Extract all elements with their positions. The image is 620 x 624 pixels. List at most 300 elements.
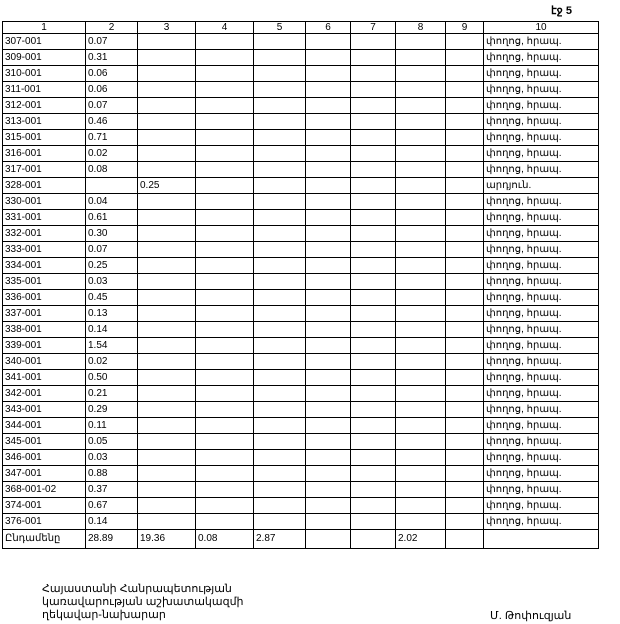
table-cell-c4 xyxy=(196,274,254,290)
table-cell-c4 xyxy=(196,66,254,82)
table-cell-c1: 331-001 xyxy=(3,210,86,226)
table-cell-c4 xyxy=(196,130,254,146)
table-cell-c8 xyxy=(396,354,446,370)
table-row xyxy=(3,514,599,530)
table-cell-c8 xyxy=(396,258,446,274)
table-row xyxy=(3,178,599,194)
table-cell-c8 xyxy=(396,290,446,306)
table-cell-c3 xyxy=(138,322,196,338)
table-cell-c5 xyxy=(254,418,306,434)
table-cell-c7 xyxy=(351,322,396,338)
table-cell-c1: 328-001 xyxy=(3,178,86,194)
total-cell-c8: 2.02 xyxy=(396,530,446,549)
table-cell-c3 xyxy=(138,402,196,418)
table-row xyxy=(3,354,599,370)
table-cell-c9 xyxy=(446,290,484,306)
table-row xyxy=(3,242,599,258)
table-cell-c9 xyxy=(446,178,484,194)
table-cell-c4 xyxy=(196,82,254,98)
table-cell-c10: փողոց, հրապ. xyxy=(484,66,599,82)
total-cell-c2: 28.89 xyxy=(86,530,138,549)
table-cell-c8 xyxy=(396,418,446,434)
table-cell-c6 xyxy=(306,66,351,82)
table-cell-c7 xyxy=(351,34,396,50)
table-cell-c5 xyxy=(254,370,306,386)
table-cell-c6 xyxy=(306,242,351,258)
table-cell-c9 xyxy=(446,482,484,498)
table-cell-c3 xyxy=(138,306,196,322)
table-cell-c2: 0.25 xyxy=(86,258,138,274)
table-cell-c1: 339-001 xyxy=(3,338,86,354)
table-cell-c4 xyxy=(196,386,254,402)
table-cell-c3 xyxy=(138,482,196,498)
table-cell-c3 xyxy=(138,210,196,226)
table-cell-c5 xyxy=(254,178,306,194)
table-cell-c3 xyxy=(138,162,196,178)
table-cell-c7 xyxy=(351,162,396,178)
table-cell-c7 xyxy=(351,354,396,370)
table-cell-c4 xyxy=(196,498,254,514)
column-header: 4 xyxy=(196,22,254,34)
table-cell-c10: փողոց, հրապ. xyxy=(484,162,599,178)
table-cell-c6 xyxy=(306,210,351,226)
table-cell-c7 xyxy=(351,82,396,98)
table-cell-c6 xyxy=(306,290,351,306)
table-cell-c1: 347-001 xyxy=(3,466,86,482)
table-cell-c5 xyxy=(254,338,306,354)
column-header: 7 xyxy=(351,22,396,34)
table-cell-c6 xyxy=(306,50,351,66)
table-cell-c8 xyxy=(396,434,446,450)
table-cell-c8 xyxy=(396,386,446,402)
table-cell-c5 xyxy=(254,226,306,242)
total-cell-c3: 19.36 xyxy=(138,530,196,549)
table-cell-c10: փողոց, հրապ. xyxy=(484,34,599,50)
table-cell-c6 xyxy=(306,514,351,530)
table-cell-c3 xyxy=(138,50,196,66)
org-line-2: կառավարության աշխատակազմի xyxy=(42,596,244,608)
total-cell-c7 xyxy=(351,530,396,549)
column-header-row xyxy=(3,22,599,34)
table-cell-c1: 337-001 xyxy=(3,306,86,322)
table-cell-c10: փողոց, հրապ. xyxy=(484,402,599,418)
table-cell-c3 xyxy=(138,370,196,386)
table-cell-c4 xyxy=(196,322,254,338)
table-cell-c8 xyxy=(396,114,446,130)
table-row xyxy=(3,386,599,402)
total-cell-c6 xyxy=(306,530,351,549)
table-cell-c3 xyxy=(138,82,196,98)
table-row xyxy=(3,146,599,162)
table-cell-c3 xyxy=(138,130,196,146)
total-cell-c5: 2.87 xyxy=(254,530,306,549)
table-cell-c9 xyxy=(446,242,484,258)
table-cell-c1: 344-001 xyxy=(3,418,86,434)
table-cell-c2: 0.37 xyxy=(86,482,138,498)
table-cell-c10: փողոց, հրապ. xyxy=(484,210,599,226)
table-cell-c9 xyxy=(446,162,484,178)
column-header: 3 xyxy=(138,22,196,34)
total-row xyxy=(3,530,599,549)
table-cell-c4 xyxy=(196,402,254,418)
column-header: 1 xyxy=(3,22,86,34)
table-row xyxy=(3,370,599,386)
table-cell-c9 xyxy=(446,370,484,386)
table-cell-c6 xyxy=(306,466,351,482)
table-row xyxy=(3,306,599,322)
column-header: 10 xyxy=(484,22,599,34)
table-cell-c6 xyxy=(306,258,351,274)
table-cell-c7 xyxy=(351,338,396,354)
table-cell-c8 xyxy=(396,274,446,290)
table-cell-c4 xyxy=(196,242,254,258)
table-row xyxy=(3,98,599,114)
table-cell-c4 xyxy=(196,178,254,194)
table-cell-c9 xyxy=(446,322,484,338)
table-cell-c1: 316-001 xyxy=(3,146,86,162)
table-cell-c4 xyxy=(196,290,254,306)
table-cell-c10: փողոց, հրապ. xyxy=(484,114,599,130)
table-cell-c1: 374-001 xyxy=(3,498,86,514)
table-cell-c5 xyxy=(254,514,306,530)
table-cell-c3 xyxy=(138,98,196,114)
table-cell-c5 xyxy=(254,402,306,418)
table-cell-c5 xyxy=(254,146,306,162)
table-cell-c2: 0.11 xyxy=(86,418,138,434)
table-cell-c6 xyxy=(306,338,351,354)
table-cell-c9 xyxy=(446,402,484,418)
table-cell-c5 xyxy=(254,386,306,402)
table-cell-c5 xyxy=(254,354,306,370)
table-row xyxy=(3,418,599,434)
table-cell-c8 xyxy=(396,242,446,258)
table-cell-c6 xyxy=(306,82,351,98)
table-row xyxy=(3,34,599,50)
table-row xyxy=(3,482,599,498)
table-cell-c2: 0.71 xyxy=(86,130,138,146)
table-cell-c2: 0.03 xyxy=(86,274,138,290)
table-cell-c9 xyxy=(446,466,484,482)
table-cell-c8 xyxy=(396,66,446,82)
table-cell-c2: 0.30 xyxy=(86,226,138,242)
table-cell-c6 xyxy=(306,402,351,418)
table-cell-c7 xyxy=(351,98,396,114)
table-row xyxy=(3,82,599,98)
table-cell-c8 xyxy=(396,514,446,530)
table-cell-c9 xyxy=(446,226,484,242)
table-cell-c2: 0.06 xyxy=(86,66,138,82)
table-cell-c3 xyxy=(138,354,196,370)
table-cell-c6 xyxy=(306,386,351,402)
table-cell-c1: 345-001 xyxy=(3,434,86,450)
table-row xyxy=(3,210,599,226)
table-cell-c9 xyxy=(446,98,484,114)
column-header: 8 xyxy=(396,22,446,34)
table-cell-c3 xyxy=(138,242,196,258)
table-cell-c1: 341-001 xyxy=(3,370,86,386)
table-cell-c8 xyxy=(396,226,446,242)
table-cell-c2: 0.13 xyxy=(86,306,138,322)
table-cell-c2: 0.04 xyxy=(86,194,138,210)
total-cell-c9 xyxy=(446,530,484,549)
table-cell-c5 xyxy=(254,258,306,274)
table-cell-c1: 313-001 xyxy=(3,114,86,130)
table-cell-c7 xyxy=(351,466,396,482)
table-cell-c2: 0.31 xyxy=(86,50,138,66)
table-row xyxy=(3,338,599,354)
table-cell-c1: 309-001 xyxy=(3,50,86,66)
table-cell-c7 xyxy=(351,242,396,258)
table-cell-c5 xyxy=(254,274,306,290)
table-cell-c6 xyxy=(306,322,351,338)
table-row xyxy=(3,434,599,450)
table-cell-c3 xyxy=(138,338,196,354)
table-cell-c4 xyxy=(196,258,254,274)
table-cell-c4 xyxy=(196,450,254,466)
table-cell-c2: 1.54 xyxy=(86,338,138,354)
table-cell-c1: 376-001 xyxy=(3,514,86,530)
table-cell-c4 xyxy=(196,434,254,450)
table-cell-c6 xyxy=(306,146,351,162)
table-cell-c8 xyxy=(396,466,446,482)
table-cell-c1: 307-001 xyxy=(3,34,86,50)
table-cell-c3 xyxy=(138,226,196,242)
table-cell-c4 xyxy=(196,210,254,226)
table-cell-c5 xyxy=(254,450,306,466)
table-row xyxy=(3,498,599,514)
total-cell-c4: 0.08 xyxy=(196,530,254,549)
column-header: 9 xyxy=(446,22,484,34)
table-cell-c5 xyxy=(254,130,306,146)
table-cell-c2: 0.50 xyxy=(86,370,138,386)
table-cell-c5 xyxy=(254,114,306,130)
table-cell-c10: փողոց, հրապ. xyxy=(484,258,599,274)
table-cell-c4 xyxy=(196,418,254,434)
table-cell-c9 xyxy=(446,386,484,402)
table-cell-c3 xyxy=(138,290,196,306)
table-cell-c1: 340-001 xyxy=(3,354,86,370)
table-cell-c7 xyxy=(351,370,396,386)
table-cell-c1: 343-001 xyxy=(3,402,86,418)
table-cell-c7 xyxy=(351,210,396,226)
table-row xyxy=(3,322,599,338)
table-cell-c1: 346-001 xyxy=(3,450,86,466)
table-cell-c5 xyxy=(254,482,306,498)
table-cell-c2: 0.07 xyxy=(86,34,138,50)
table-cell-c9 xyxy=(446,82,484,98)
column-header: 6 xyxy=(306,22,351,34)
table-cell-c10: արդյուն. xyxy=(484,178,599,194)
table-cell-c7 xyxy=(351,498,396,514)
table-cell-c9 xyxy=(446,514,484,530)
table-cell-c5 xyxy=(254,466,306,482)
table-cell-c2: 0.07 xyxy=(86,242,138,258)
table-cell-c6 xyxy=(306,418,351,434)
table-cell-c3 xyxy=(138,450,196,466)
table-cell-c5 xyxy=(254,210,306,226)
table-cell-c5 xyxy=(254,290,306,306)
table-cell-c1: 310-001 xyxy=(3,66,86,82)
table-cell-c10: փողոց, հրապ. xyxy=(484,354,599,370)
table-cell-c5 xyxy=(254,162,306,178)
table-cell-c9 xyxy=(446,66,484,82)
table-cell-c4 xyxy=(196,50,254,66)
table-cell-c8 xyxy=(396,50,446,66)
table-cell-c2: 0.14 xyxy=(86,514,138,530)
table-cell-c8 xyxy=(396,482,446,498)
table-cell-c10: փողոց, հրապ. xyxy=(484,514,599,530)
column-header: 2 xyxy=(86,22,138,34)
signature-block xyxy=(42,583,244,622)
table-cell-c3 xyxy=(138,466,196,482)
table-cell-c10: փողոց, հրապ. xyxy=(484,194,599,210)
table-cell-c4 xyxy=(196,354,254,370)
table-cell-c2: 0.02 xyxy=(86,146,138,162)
table-cell-c4 xyxy=(196,98,254,114)
table-cell-c1: 312-001 xyxy=(3,98,86,114)
table-row xyxy=(3,402,599,418)
table-cell-c10: փողոց, հրապ. xyxy=(484,98,599,114)
table-cell-c9 xyxy=(446,50,484,66)
table-cell-c8 xyxy=(396,178,446,194)
table-cell-c3 xyxy=(138,146,196,162)
table-cell-c10: փողոց, հրապ. xyxy=(484,338,599,354)
table-cell-c10: փողոց, հրապ. xyxy=(484,386,599,402)
table-cell-c7 xyxy=(351,194,396,210)
table-cell-c7 xyxy=(351,482,396,498)
table-row xyxy=(3,226,599,242)
table-cell-c4 xyxy=(196,306,254,322)
table-cell-c6 xyxy=(306,98,351,114)
table-cell-c1: 330-001 xyxy=(3,194,86,210)
table-cell-c8 xyxy=(396,34,446,50)
table-cell-c1: 334-001 xyxy=(3,258,86,274)
table-cell-c7 xyxy=(351,114,396,130)
table-cell-c10: փողոց, հրապ. xyxy=(484,322,599,338)
table-cell-c2: 0.07 xyxy=(86,98,138,114)
table-cell-c8 xyxy=(396,322,446,338)
table-cell-c1: 317-001 xyxy=(3,162,86,178)
table-cell-c6 xyxy=(306,226,351,242)
table-cell-c7 xyxy=(351,450,396,466)
table-cell-c4 xyxy=(196,338,254,354)
table-cell-c3 xyxy=(138,418,196,434)
table-cell-c3 xyxy=(138,258,196,274)
table-cell-c7 xyxy=(351,418,396,434)
table-cell-c10: փողոց, հրապ. xyxy=(484,274,599,290)
table-cell-c9 xyxy=(446,274,484,290)
table-cell-c2: 0.46 xyxy=(86,114,138,130)
table-cell-c1: 338-001 xyxy=(3,322,86,338)
table-cell-c10: փողոց, հրապ. xyxy=(484,50,599,66)
table-cell-c7 xyxy=(351,146,396,162)
table-cell-c6 xyxy=(306,370,351,386)
table-cell-c8 xyxy=(396,306,446,322)
table-cell-c3 xyxy=(138,498,196,514)
table-cell-c8 xyxy=(396,98,446,114)
table-cell-c9 xyxy=(446,194,484,210)
table-cell-c7 xyxy=(351,434,396,450)
table-cell-c8 xyxy=(396,194,446,210)
table-row xyxy=(3,162,599,178)
table-cell-c9 xyxy=(446,114,484,130)
table-row xyxy=(3,114,599,130)
table-cell-c8 xyxy=(396,162,446,178)
table-row xyxy=(3,290,599,306)
table-cell-c4 xyxy=(196,34,254,50)
table-row xyxy=(3,450,599,466)
table-row xyxy=(3,66,599,82)
table-cell-c7 xyxy=(351,290,396,306)
table-cell-c10: փողոց, հրապ. xyxy=(484,82,599,98)
table-cell-c3 xyxy=(138,114,196,130)
table-cell-c5 xyxy=(254,194,306,210)
table-cell-c9 xyxy=(446,34,484,50)
table-row xyxy=(3,130,599,146)
table-cell-c8 xyxy=(396,402,446,418)
table-cell-c10: փողոց, հրապ. xyxy=(484,290,599,306)
table-cell-c7 xyxy=(351,66,396,82)
table-cell-c5 xyxy=(254,322,306,338)
table-cell-c2: 0.02 xyxy=(86,354,138,370)
table-cell-c5 xyxy=(254,82,306,98)
table-cell-c5 xyxy=(254,242,306,258)
table-cell-c3 xyxy=(138,386,196,402)
table-cell-c6 xyxy=(306,354,351,370)
table-cell-c5 xyxy=(254,34,306,50)
table-cell-c9 xyxy=(446,306,484,322)
table-cell-c10: փողոց, հրապ. xyxy=(484,418,599,434)
table-row xyxy=(3,194,599,210)
org-line-3: ղեկավար-նախարար xyxy=(42,609,166,621)
table-cell-c7 xyxy=(351,178,396,194)
table-cell-c3 xyxy=(138,34,196,50)
table-cell-c2: 0.61 xyxy=(86,210,138,226)
table-cell-c9 xyxy=(446,210,484,226)
table-cell-c2: 0.08 xyxy=(86,162,138,178)
table-cell-c9 xyxy=(446,338,484,354)
table-cell-c6 xyxy=(306,274,351,290)
table-cell-c9 xyxy=(446,418,484,434)
total-cell-c10 xyxy=(484,530,599,549)
table-cell-c10: փողոց, հրապ. xyxy=(484,466,599,482)
table-cell-c8 xyxy=(396,498,446,514)
table-cell-c7 xyxy=(351,226,396,242)
table-cell-c10: փողոց, հրապ. xyxy=(484,370,599,386)
table-cell-c1: 335-001 xyxy=(3,274,86,290)
table-cell-c6 xyxy=(306,114,351,130)
table-cell-c10: փողոց, հրապ. xyxy=(484,434,599,450)
table-cell-c6 xyxy=(306,434,351,450)
table-cell-c4 xyxy=(196,114,254,130)
table-cell-c7 xyxy=(351,402,396,418)
table-cell-c1: 333-001 xyxy=(3,242,86,258)
table-cell-c10: փողոց, հրապ. xyxy=(484,306,599,322)
table-cell-c7 xyxy=(351,306,396,322)
table-cell-c7 xyxy=(351,50,396,66)
total-label: Ընդամենը xyxy=(3,530,86,549)
table-cell-c3 xyxy=(138,66,196,82)
table-cell-c8 xyxy=(396,130,446,146)
table-cell-c10: փողոց, հրապ. xyxy=(484,242,599,258)
table-cell-c7 xyxy=(351,258,396,274)
table-cell-c6 xyxy=(306,482,351,498)
table-cell-c8 xyxy=(396,370,446,386)
table-cell-c5 xyxy=(254,98,306,114)
table-cell-c2: 0.67 xyxy=(86,498,138,514)
table-cell-c8 xyxy=(396,210,446,226)
table-cell-c7 xyxy=(351,386,396,402)
